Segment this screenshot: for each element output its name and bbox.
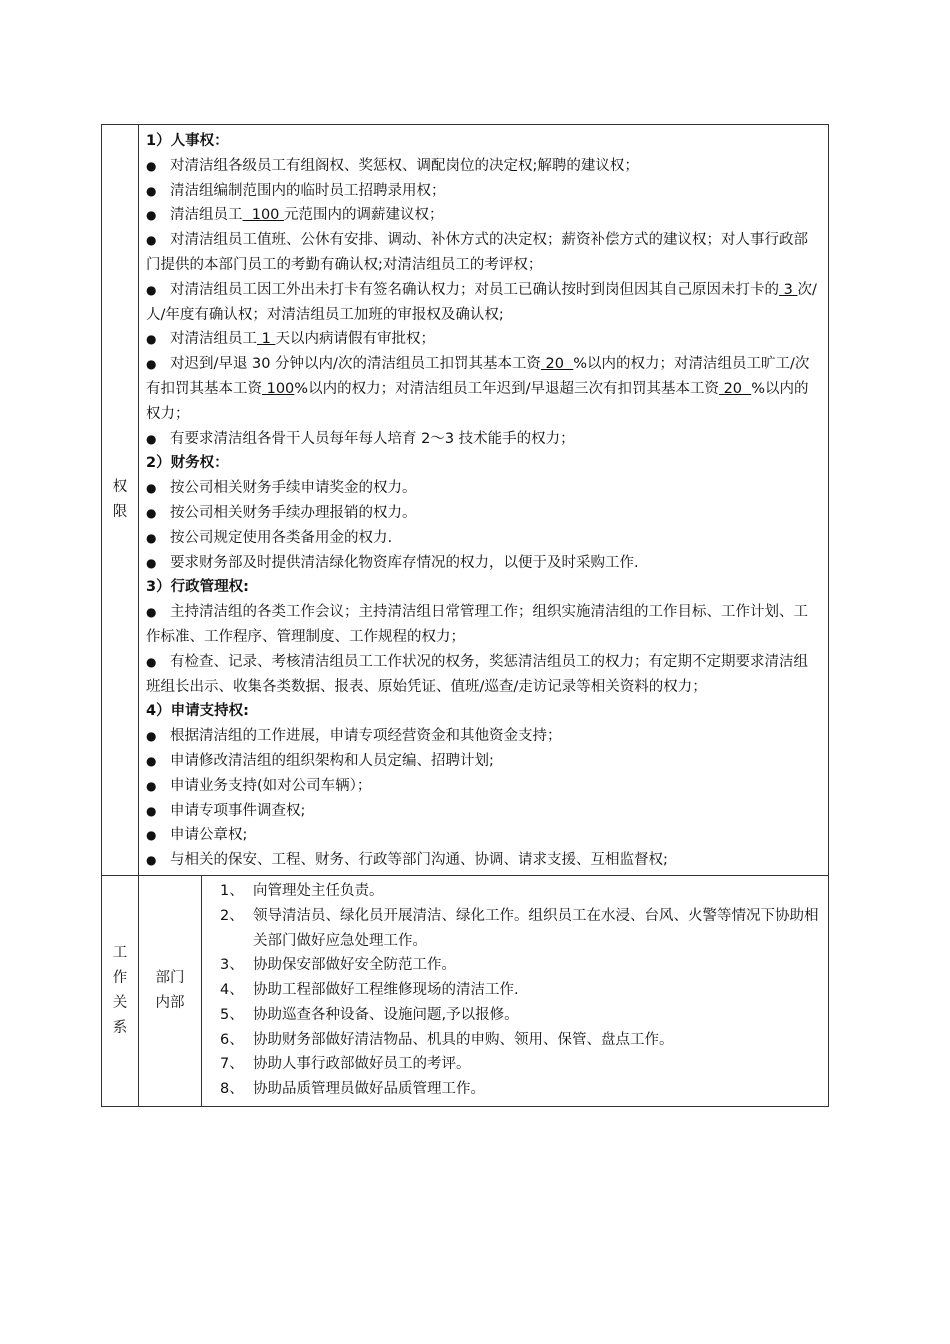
item-number: 3、 xyxy=(220,957,244,974)
item-text: 申请公章权; xyxy=(170,827,248,844)
item-text: 按公司规定使用各类备用金的权力. xyxy=(170,529,393,546)
relations-sub-label: 部门 内部 xyxy=(139,875,202,1106)
bullet-item xyxy=(146,848,822,873)
bullet-item xyxy=(146,476,822,501)
item-number: 1、 xyxy=(220,882,244,899)
bullet-icon: ● xyxy=(146,753,157,768)
bullet-icon: ● xyxy=(146,828,157,843)
item-text: %以内的权力；对清洁组员工年迟到/早退超三次有扣罚其基本工资 xyxy=(294,380,719,397)
bullet-icon: ● xyxy=(146,332,157,347)
item-text: 清洁组编制范围内的临时员工招聘录用权； xyxy=(170,182,446,199)
item-text: %以内的权力；对清洁组员工旷工/次有扣罚其基本工资 xyxy=(146,356,810,397)
item-text: 元范围内的调薪建议权； xyxy=(284,207,444,224)
bullet-item xyxy=(146,203,822,228)
item-text: 向管理处主任负责。 xyxy=(253,882,384,899)
item-text: 协助财务部做好清洁物品、机具的申购、领用、保管、盘点工作。 xyxy=(253,1031,674,1048)
section-heading: 3）行政管理权: xyxy=(146,579,249,596)
item-number: 2、 xyxy=(220,907,244,924)
bullet-item xyxy=(146,823,822,848)
underlined-value: 20 xyxy=(718,380,752,397)
item-text: 申请专项事件调查权; xyxy=(170,802,306,819)
bullet-icon: ● xyxy=(146,654,157,669)
item-number: 7、 xyxy=(220,1056,244,1073)
bullet-item xyxy=(146,650,822,700)
bullet-icon: ● xyxy=(146,158,157,173)
item-text: 有检查、记录、考核清洁组员工工作状况的权务，奖惩清洁组员工的权力；有定期不定期要求清洁组班组长出示、收集各类数据、报表、原始凭证、值班/巡查/走访记录等相关资料的权力； xyxy=(146,653,808,695)
item-text: 对清洁组员工因工外出未打卡有签名确认权力；对员工已确认按时到岗但因其自己原因未打卡的 xyxy=(170,281,779,298)
bullet-item xyxy=(146,327,822,352)
underlined-value: 100 xyxy=(262,380,295,397)
item-text: 按公司相关财务手续申请奖金的权力。 xyxy=(170,480,417,497)
relations-row xyxy=(102,875,829,1106)
bullet-icon: ● xyxy=(146,357,157,372)
bullet-item xyxy=(146,551,822,576)
bullet-item xyxy=(146,526,822,551)
bullet-icon: ● xyxy=(146,282,157,297)
authority-row xyxy=(102,125,829,876)
item-text: 对清洁组员工 xyxy=(170,331,257,348)
relation-item xyxy=(220,904,822,954)
item-text: 清洁组员工 xyxy=(170,207,243,224)
item-number: 6、 xyxy=(220,1031,244,1048)
relation-item xyxy=(220,1003,822,1028)
item-text: %以内的权力； xyxy=(146,380,809,422)
authority-content xyxy=(139,125,829,876)
relation-item xyxy=(220,953,822,978)
item-text: 申请修改清洁组的组织架构和人员定编、招聘计划; xyxy=(170,752,494,769)
item-text: 有要求清洁组各骨干人员每年每人培育 2～3 技术能手的权力； xyxy=(170,430,575,447)
bullet-item xyxy=(146,774,822,799)
bullet-icon: ● xyxy=(146,505,157,520)
bullet-icon: ● xyxy=(146,729,157,744)
bullet-icon: ● xyxy=(146,530,157,545)
item-text: 按公司相关财务手续办理报销的权力。 xyxy=(170,504,417,521)
section-heading: 2）财务权： xyxy=(146,455,229,472)
bullet-item xyxy=(146,228,822,278)
relations-content xyxy=(202,875,829,1106)
item-text: 对迟到/早退 30 分钟以内/次的清洁组员工扣罚其基本工资 xyxy=(170,356,541,373)
bullet-item xyxy=(146,154,822,179)
item-text: 与相关的保安、工程、财务、行政等部门沟通、协调、请求支援、互相监督权; xyxy=(170,852,668,869)
bullet-item xyxy=(146,427,822,452)
item-text: 天以内病请假有审批权； xyxy=(275,331,435,348)
item-text: 协助巡查各种设备、设施问题,予以报修。 xyxy=(253,1006,519,1023)
bullet-icon: ● xyxy=(146,803,157,818)
item-text: 协助人事行政部做好员工的考评。 xyxy=(253,1056,471,1073)
item-number: 4、 xyxy=(220,982,244,999)
bullet-item xyxy=(146,352,822,426)
item-text: 要求财务部及时提供清洁绿化物资库存情况的权力，以便于及时采购工作. xyxy=(170,554,639,571)
item-text: 根据清洁组的工作进展，申请专项经营资金和其他资金支持； xyxy=(170,728,562,745)
bullet-icon: ● xyxy=(146,233,157,248)
item-number: 5、 xyxy=(220,1006,244,1023)
document-table xyxy=(101,124,829,1107)
bullet-icon: ● xyxy=(146,778,157,793)
bullet-item xyxy=(146,179,822,204)
item-text: 申请业务支持(如对公司车辆）； xyxy=(170,777,372,794)
item-text: 主持清洁组的各类工作会议；主持清洁组日常管理工作；组织实施清洁组的工作目标、工作计划、工作标准、工作程序、管理制度、工作规程的权力； xyxy=(146,604,808,645)
bullet-icon: ● xyxy=(146,208,157,223)
bullet-item xyxy=(146,749,822,774)
bullet-item xyxy=(146,799,822,824)
relations-label: 工 作 关 系 xyxy=(102,875,139,1106)
item-text: 次/人/年度有确认权；对清洁组员工加班的审报权及确认权; xyxy=(146,281,817,323)
section-heading: 4）申请支持权: xyxy=(146,703,249,720)
relation-item xyxy=(220,1052,822,1077)
item-text: 对清洁组各级员工有组阁权、奖惩权、调配岗位的决定权;解聘的建议权； xyxy=(170,157,639,174)
bullet-item xyxy=(146,600,822,650)
bullet-icon: ● xyxy=(146,431,157,446)
authority-label: 权 限 xyxy=(102,125,139,876)
bullet-item xyxy=(146,278,822,328)
bullet-item xyxy=(146,724,822,749)
item-text: 领导清洁员、绿化员开展清洁、绿化工作。组织员工在水浸、台风、火警等情况下协助相关部门做好应急处理工作。 xyxy=(253,907,819,949)
underlined-value: 1 xyxy=(257,331,276,348)
bullet-icon: ● xyxy=(146,555,157,570)
relation-item xyxy=(220,1077,822,1102)
relation-item xyxy=(220,978,822,1003)
bullet-icon: ● xyxy=(146,183,157,198)
underlined-value: 3 xyxy=(779,281,798,298)
underlined-value: 100 xyxy=(242,207,285,224)
item-text: 协助品质管理员做好品质管理工作。 xyxy=(253,1081,485,1098)
bullet-item xyxy=(146,501,822,526)
bullet-icon: ● xyxy=(146,853,157,868)
relation-item xyxy=(220,1028,822,1053)
item-text: 协助工程部做好工程维修现场的清洁工作. xyxy=(253,982,519,999)
underlined-value: 20 xyxy=(540,356,574,373)
section-heading: 1）人事权： xyxy=(146,133,229,149)
item-number: 8、 xyxy=(220,1081,244,1098)
bullet-icon: ● xyxy=(146,481,157,496)
bullet-icon: ● xyxy=(146,605,157,620)
relation-item xyxy=(220,879,822,904)
item-text: 协助保安部做好安全防范工作。 xyxy=(253,957,456,974)
item-text: 对清洁组员工值班、公休有安排、调动、补休方式的决定权；薪资补偿方式的建议权；对人事行政部门提供的本部门员工的考勤有确认权;对清洁组员工的考评权； xyxy=(146,232,808,273)
